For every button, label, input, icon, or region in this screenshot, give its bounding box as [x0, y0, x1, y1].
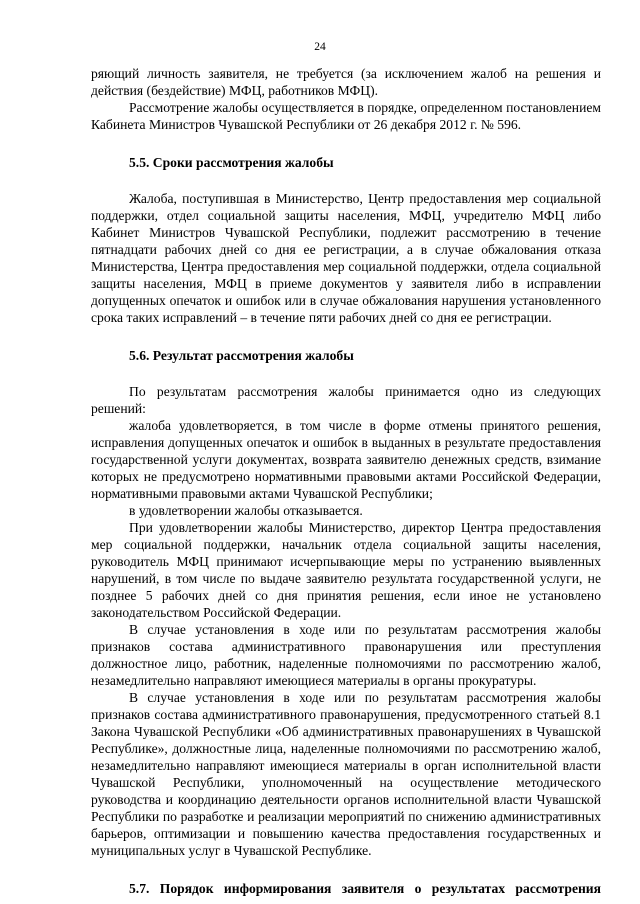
paragraph: ряющий личность заявителя, не требуется (за исключением жалоб на решения и действия (бездействие) МФЦ, работников МФЦ). — [91, 66, 601, 98]
paragraph: При удовлетворении жалобы Министерство, директор Центра предоставления мер социальной поддержки, начальник отдела социальной защиты населения, руководитель МФЦ принимают исчерпывающие меры по устранению выявленных нарушений, в том числе по выдаче заявителю результата государственной услуги, не позднее 5 рабочих дней со дня принятия решения, если иное не установлено законодательством Российской Федерации. — [91, 520, 601, 620]
paragraph: Жалоба, поступившая в Министерство, Центр предоставления мер социальной поддержки, отдел социальной защиты населения, МФЦ, учредителю МФЦ либо Кабинет Министров Чувашской Республики, подлежит рассмотрению в течение пятнадцати рабочих дней со дня ее регистрации, а в случае обжалования отказа Министерства, Центра предоставления мер социальной поддержки, отдела социальной защиты населения, МФЦ в приеме документов у заявителя либо в исправлении допущенных опечаток и ошибок или в случае обжалования нарушения установленного срока таких исправлений – в течение пяти рабочих дней со дня ее регистрации. — [91, 191, 601, 325]
page-number: 24 — [314, 41, 326, 53]
paragraph: В случае установления в ходе или по результатам рассмотрения жалобы признаков состава административного правонарушения или преступления должностное лицо, работник, наделенные полномочиями по рассмотрению жалоб, незамедлительно направляют имеющиеся материалы в органы прокуратуры. — [91, 622, 601, 688]
section-heading-5-7: 5.7. Порядок информирования заявителя о результатах рассмотрения — [129, 881, 601, 896]
paragraph: в удовлетворении жалобы отказывается. — [129, 503, 363, 518]
page-content — [91, 65, 601, 897]
section-heading-5-6: 5.6. Результат рассмотрения жалобы — [129, 348, 354, 363]
paragraph: жалоба удовлетворяется, в том числе в форме отмены принятого решения, исправления допущенных опечаток и ошибок в выданных в результате предоставления государственной услуги документах, возврата заявителю денежных средств, взимание которых не предусмотрено нормативными правовыми актами Российской Федерации, нормативными правовыми актами Чувашской Республики; — [91, 418, 601, 501]
paragraph: По результатам рассмотрения жалобы принимается одно из следующих решений: — [91, 384, 601, 416]
paragraph: В случае установления в ходе или по результатам рассмотрения жалобы признаков состава административного правонарушения, предусмотренного статьей 8.1 Закона Чувашской Республики «Об административных правонарушениях в Чувашской Республике», должностные лица, наделенные полномочиями по рассмотрению жалоб, незамедлительно направляют имеющиеся материалы в орган исполнительной власти Чувашской Республики, уполномоченный на осуществление методического руководства и координацию деятельности органов исполнительной власти Чувашской Республики по разработке и реализации мероприятий по снижению административных барьеров, оптимизации и повышению качества предоставления государственных и муниципальных услуг в Чувашской Республике. — [91, 690, 601, 858]
section-heading-5-5: 5.5. Сроки рассмотрения жалобы — [129, 155, 334, 170]
paragraph: Рассмотрение жалобы осуществляется в порядке, определенном постановлением Кабинета Министров Чувашской Республики от 26 декабря 2012 г. № 596. — [91, 100, 601, 132]
